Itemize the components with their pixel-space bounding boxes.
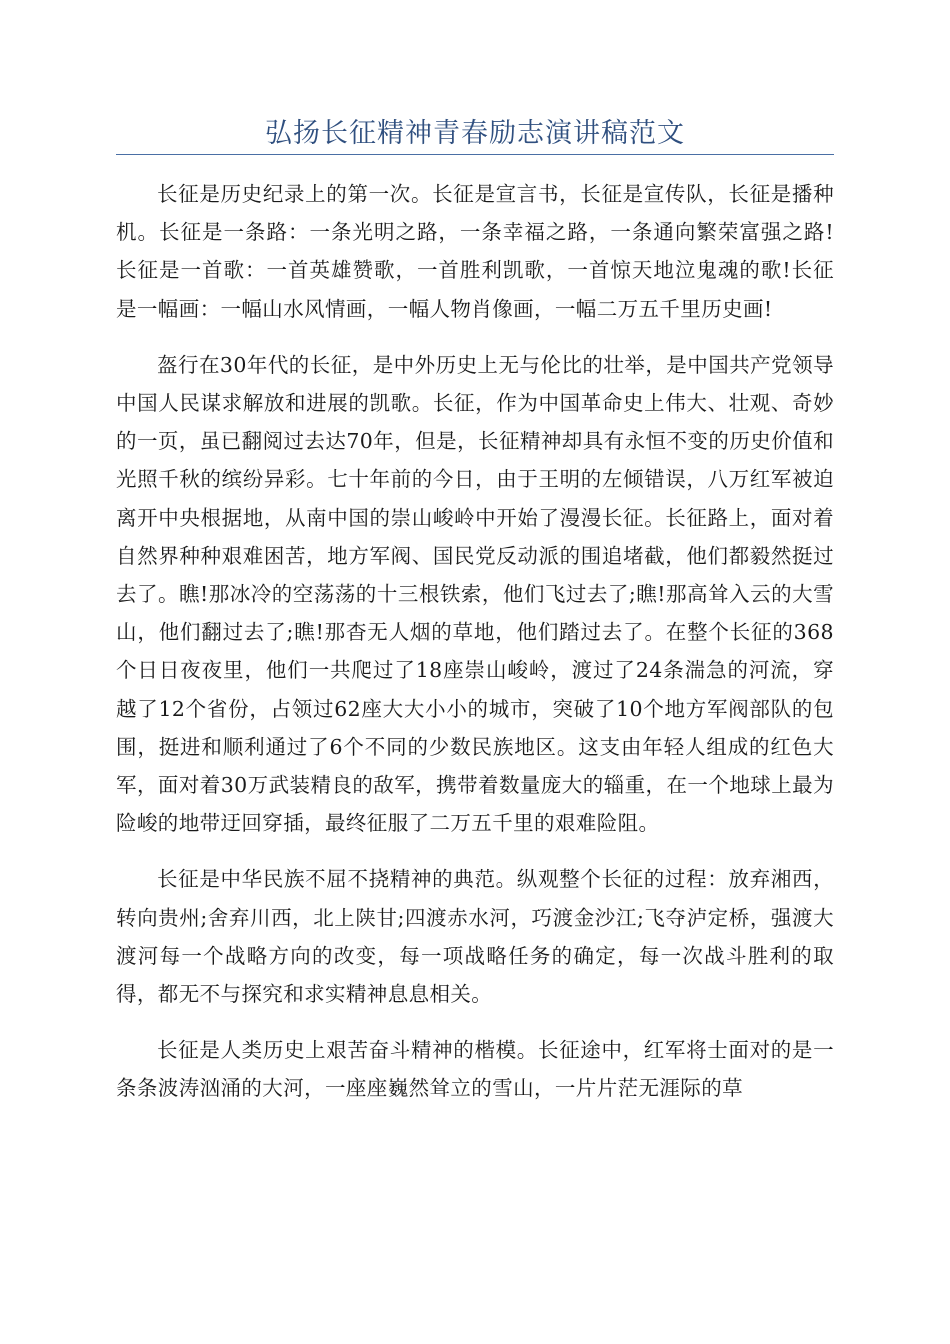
- paragraph-1: 长征是历史纪录上的第一次。长征是宣言书，长征是宣传队，长征是播种机。长征是一条路：一条光明之路，一条幸福之路，一条通向繁荣富强之路!长征是一首歌：一首英雄赞歌，一首胜利凯歌，一首惊天地泣鬼魂的歌!长征是一幅画：一幅山水风情画，一幅人物肖像画，一幅二万五千里历史画!: [116, 182, 834, 321]
- paragraph-2: 盔行在30年代的长征，是中外历史上无与伦比的壮举，是中国共产党领导中国人民谋求解放和进展的凯歌。长征，作为中国革命史上伟大、壮观、奇妙的一页，虽已翻阅过去达70年，但是，长征精神却具有永恒不变的历史价值和光照千秋的缤纷异彩。七十年前的今日，由于王明的左倾错误，八万红军被迫离开中央根据地，从南中国的崇山峻岭中开始了漫漫长征。长征路上，面对着自然界种种艰难困苦，地方军阀、国民党反动派的围追堵截，他们都毅然挺过去了。瞧!那冰冷的空荡荡的十三根铁索，他们飞过去了;瞧!那高耸入云的大雪山，他们翻过去了;瞧!那杳无人烟的草地，他们踏过去了。在整个长征的368个日日夜夜里，他们一共爬过了18座崇山峻岭，渡过了24条湍急的河流，穿越了12个省份，占领过62座大大小小的城市，突破了10个地方军阀部队的包围，挺进和顺利通过了6个不同的少数民族地区。这支由年轻人组成的红色大军，面对着30万武装精良的敌军，携带着数量庞大的辎重，在一个地球上最为险峻的地带迂回穿插，最终征服了二万五千里的艰难险阻。: [116, 352, 834, 836]
- paragraph-4: 长征是人类历史上艰苦奋斗精神的楷模。长征途中，红军将士面对的是一条条波涛汹涌的大河，一座座巍然耸立的雪山，一片片茫无涯际的草: [116, 1038, 834, 1101]
- document-body: [116, 175, 834, 1126]
- title-underline: [116, 154, 834, 155]
- document-title: 弘扬长征精神青春励志演讲稿范文: [265, 118, 685, 149]
- paragraph-3: 长征是中华民族不屈不挠精神的典范。纵观整个长征的过程：放弃湘西，转向贵州;舍弃川西，北上陕甘;四渡赤水河，巧渡金沙江;飞夺泸定桥，强渡大渡河每一个战略方向的改变，每一项战略任务的确定，每一次战斗胜利的取得，都无不与探究和求实精神息息相关。: [116, 867, 834, 1007]
